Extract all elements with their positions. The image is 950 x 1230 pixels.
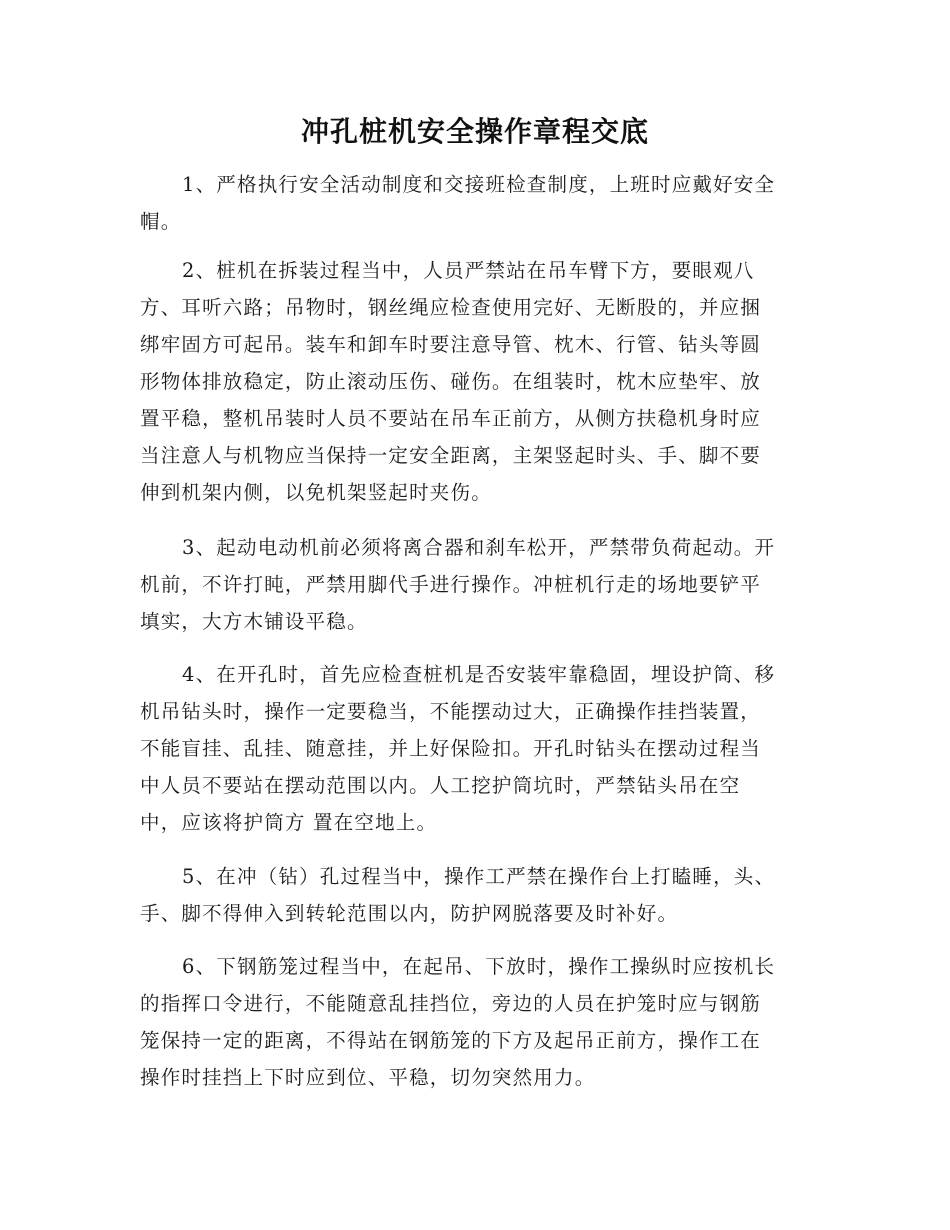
- paragraph-line: 当注意人与机物应当保持一定安全距离，主架竖起时头、手、脚不要: [140, 444, 762, 467]
- paragraph-line: 笼保持一定的距离，不得站在钢筋笼的下方及起吊正前方，操作工在: [140, 1029, 762, 1052]
- paragraph-line: 1、严格执行安全活动制度和交接班检查制度，上班时应戴好安全: [182, 173, 776, 196]
- paragraph-1: [140, 166, 810, 240]
- paragraph-line: 不能盲挂、乱挂、随意挂，并上好保险扣。开孔时钻头在摆动过程当: [140, 737, 762, 760]
- paragraph-line: 6、下钢筋笼过程当中，在起吊、下放时，操作工操纵时应按机长: [182, 955, 776, 978]
- paragraph-line: 3、起动电动机前必须将离合器和刹车松开，严禁带负荷起动。开: [182, 536, 776, 559]
- paragraph-line: 中人员不要站在摆动范围以内。人工挖护筒坑时，严禁钻头吊在空: [140, 774, 741, 797]
- paragraph-3: [140, 529, 810, 640]
- paragraph-line: 手、脚不得伸入到转轮范围以内，防护网脱落要及时补好。: [140, 902, 679, 925]
- paragraph-2: [140, 252, 810, 511]
- paragraph-4: [140, 656, 810, 841]
- paragraph-line: 伸到机架内侧，以免机架竖起时夹伤。: [140, 481, 492, 504]
- paragraph-line: 帽。: [140, 210, 182, 233]
- paragraph-line: 形物体排放稳定，防止滚动压伤、碰伤。在组装时，枕木应垫牢、放: [140, 370, 762, 393]
- paragraph-line: 4、在开孔时，首先应检查桩机是否安装牢靠稳固，埋设护筒、移: [182, 663, 776, 686]
- paragraph-line: 中，应该将护筒方 置在空地上。: [140, 811, 438, 834]
- paragraph-line: 的指挥口令进行，不能随意乱挂挡位，旁边的人员在护笼时应与钢筋: [140, 992, 762, 1015]
- paragraph-line: 机吊钻头时，操作一定要稳当，不能摆动过大，正确操作挂挡装置，: [140, 700, 762, 723]
- paragraph-6: [140, 948, 810, 1096]
- paragraph-5: [140, 858, 810, 932]
- paragraph-line: 2、桩机在拆装过程当中，人员严禁站在吊车臂下方，要眼观八: [182, 259, 755, 282]
- document-title: 冲孔桩机安全操作章程交底: [300, 115, 649, 148]
- paragraph-line: 5、在冲（钻）孔过程当中，操作工严禁在操作台上打瞌睡，头、: [182, 865, 776, 888]
- paragraph-line: 机前，不许打盹，严禁用脚代手进行操作。冲桩机行走的场地要铲平: [140, 573, 762, 596]
- paragraph-line: 方、耳听六路；吊物时，钢丝绳应检查使用完好、无断股的，并应捆: [140, 296, 762, 319]
- paragraph-line: 绑牢固方可起吊。装车和卸车时要注意导管、枕木、行管、钻头等圆: [140, 333, 762, 356]
- paragraph-line: 填实，大方木铺设平稳。: [140, 610, 368, 633]
- paragraph-line: 操作时挂挡上下时应到位、平稳，切勿突然用力。: [140, 1066, 596, 1089]
- paragraph-line: 置平稳，整机吊装时人员不要站在吊车正前方，从侧方扶稳机身时应: [140, 407, 762, 430]
